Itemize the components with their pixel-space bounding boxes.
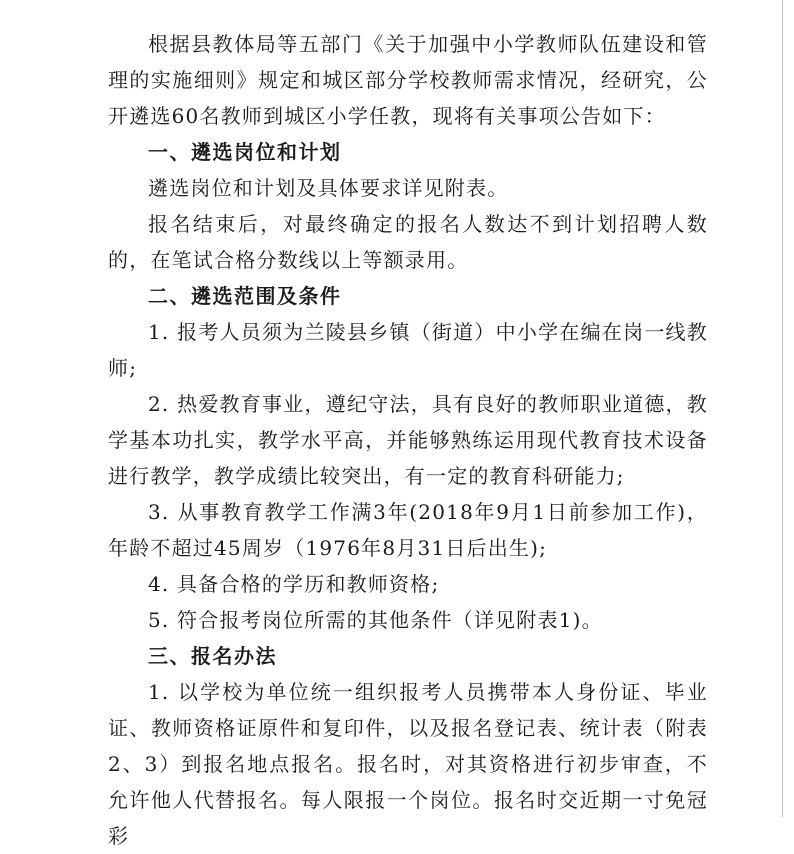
condition-item-1: 1. 报考人员须为兰陵县乡镇（街道）中小学在编在岗一线教师; [108,320,708,380]
intro-paragraph: 根据县教体局等五部门《关于加强中小学教师队伍建设和管理的实施细则》规定和城区部分学校教师需求情况，经研究，公开遴选60名教师到城区小学任教，现将有关事项公告如下： [108,32,708,128]
condition-item-4: 4. 具备合格的学历和教师资格; [148,572,440,596]
condition-item-3: 3. 从事教育教学工作满3年(2018年9月1日前参加工作)，年龄不超过45周岁（1976年8月31日后出生); [108,500,708,560]
condition-item-2: 2. 热爱教育事业，遵纪守法，具有良好的教师职业道德，教学基本功扎实，教学水平高，并能够熟练运用现代教育技术设备进行教学，教学成绩比较突出，有一定的教育科研能力; [108,392,708,488]
page-edge-divider [782,0,783,817]
paragraph-registration-shortfall: 报名结束后，对最终确定的报名人数达不到计划招聘人数的，在笔试合格分数线以上等额录用。 [108,212,708,272]
condition-item-5: 5. 符合报考岗位所需的其他条件（详见附表1)。 [148,608,603,632]
paragraph-positions: 遴选岗位和计划及具体要求详见附表。 [148,176,509,200]
section-heading-2: 二、遴选范围及条件 [148,284,342,308]
document-body [108,26,708,854]
section-heading-1: 一、遴选岗位和计划 [148,140,342,164]
registration-item-1: 1. 以学校为单位统一组织报考人员携带本人身份证、毕业证、教师资格证原件和复印件，以及报名登记表、统计表（附表2、3）到报名地点报名。报名时，对其资格进行初步审查，不允许他人代替报名。每人限报一个岗位。报名时交近期一寸免冠彩 [108,680,708,848]
section-heading-3: 三、报名办法 [148,644,277,668]
